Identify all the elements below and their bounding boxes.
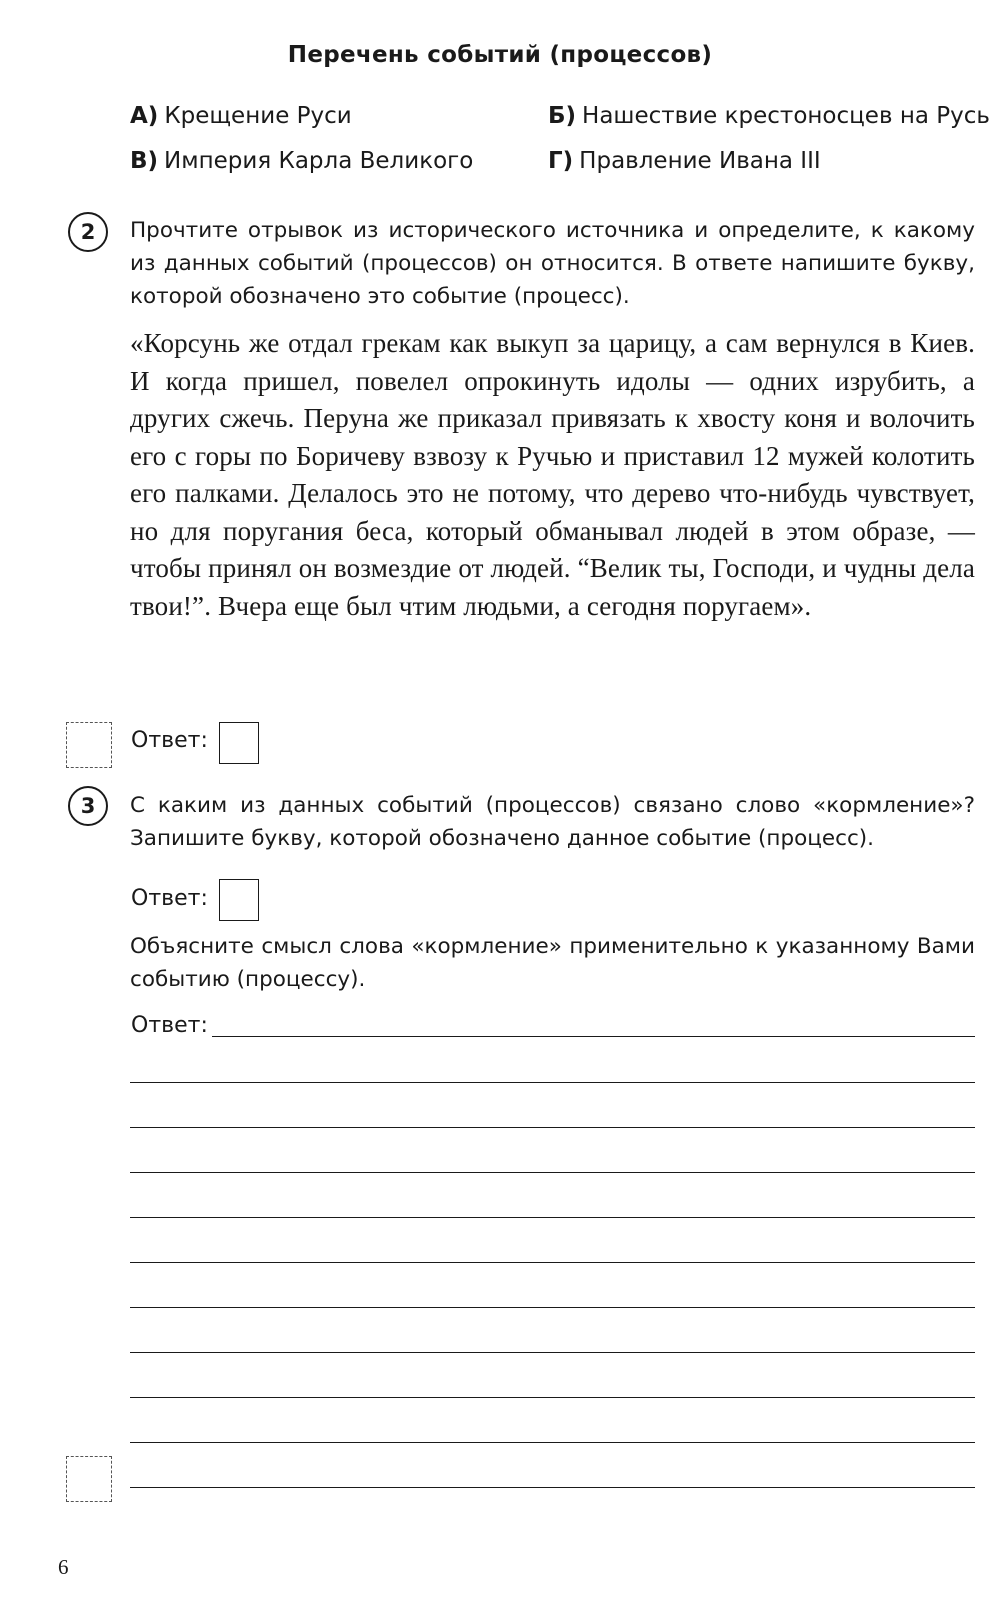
answer-line[interactable]	[130, 1397, 975, 1398]
event-text: Крещение Руси	[164, 103, 352, 129]
answer-line[interactable]	[130, 1442, 975, 1443]
question-2-answer-box[interactable]	[219, 722, 259, 764]
event-letter: Г)	[548, 148, 574, 174]
answer-line[interactable]	[130, 1262, 975, 1263]
event-letter: А)	[130, 103, 159, 129]
question-3-number: 3	[68, 786, 108, 826]
event-text: Нашествие крестоносцев на Русь	[582, 103, 990, 129]
question-3-explain-answer-label: Ответ:	[131, 1013, 208, 1038]
question-3-answer-label: Ответ:	[131, 886, 208, 911]
event-letter: В)	[130, 148, 159, 174]
question-2-number: 2	[68, 212, 108, 252]
answer-line[interactable]	[130, 1307, 975, 1308]
question-2-quote: «Корсунь же отдал грекам как выкуп за царицу, а сам вернулся в Киев. И когда пришел, повелел опрокинуть идолы — одних изрубить, а других сжечь. Перуна же приказал привязать к хвосту коня и волочить его с горы по Боричеву взвозу к Ручью и приставил 12 мужей колотить его палками. Делалось это не потому, что дерево что-нибудь чувствует, но для поругания беса, который обманывал людей в этом образе, — чтобы принял он возмездие от людей. “Велик ты, Господи, и чудны дела твои!”. Вчера еще был чтим людьми, а сегодня поругаем».	[130, 328, 975, 621]
answer-line[interactable]	[130, 1082, 975, 1083]
answer-line[interactable]	[130, 1487, 975, 1488]
event-item-b	[548, 103, 990, 129]
question-2-answer-label: Ответ:	[131, 728, 208, 753]
page-number: 6	[58, 1555, 69, 1579]
event-text: Империя Карла Великого	[164, 148, 474, 174]
grading-box	[66, 722, 112, 768]
answer-line[interactable]	[130, 1352, 975, 1353]
answer-line[interactable]	[130, 1172, 975, 1173]
event-item-g	[548, 148, 821, 174]
grading-box	[66, 1456, 112, 1502]
answer-line[interactable]	[130, 1127, 975, 1128]
event-letter: Б)	[548, 103, 577, 129]
answer-line[interactable]	[130, 1217, 975, 1218]
question-3-explain-text: Объясните смысл слова «кормление» применительно к указанному Вами событию (процессу).	[130, 934, 975, 992]
question-2-text: Прочтите отрывок из исторического источника и определите, к какому из данных событий (процессов) он относится. В ответе напишите букву, которой обозначено это событие (процесс).	[130, 218, 975, 309]
event-item-a	[130, 103, 352, 129]
question-3-answer-box[interactable]	[219, 879, 259, 921]
question-3-text: С каким из данных событий (процессов) связано слово «кормление»? Запишите букву, которой обозначено данное событие (процесс).	[130, 793, 975, 851]
event-text: Правление Ивана III	[579, 148, 821, 174]
list-title: Перечень событий (процессов)	[287, 42, 713, 68]
event-item-v	[130, 148, 473, 174]
answer-line[interactable]	[212, 1036, 975, 1037]
